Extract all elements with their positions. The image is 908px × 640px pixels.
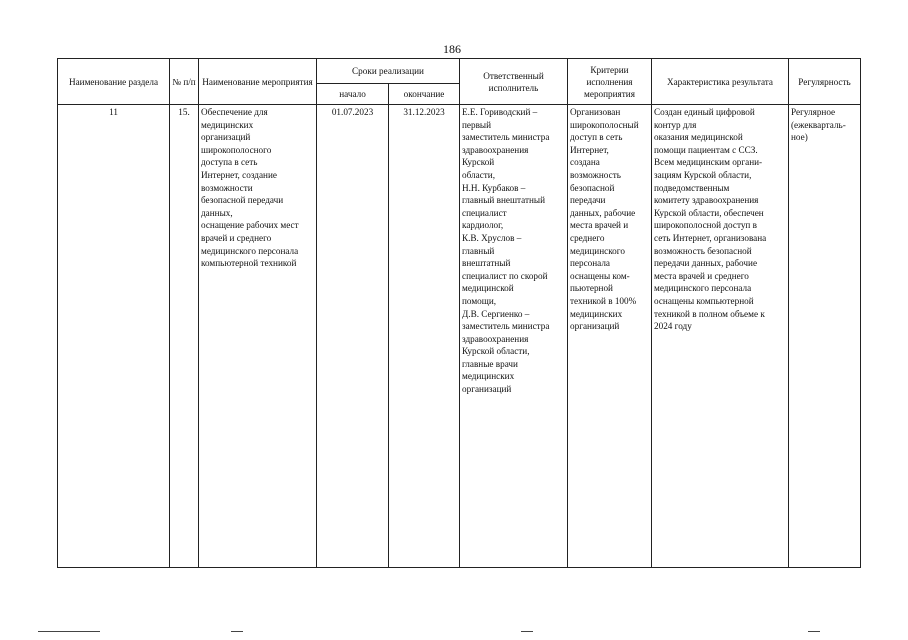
- cell-line: оснащены компьютерной: [654, 295, 754, 306]
- cell-line: доступ в сеть: [570, 132, 623, 143]
- cell-line: Регулярное: [791, 107, 836, 117]
- cell-line: Интернет, создание: [201, 169, 277, 180]
- cell-line: зациям Курской области,: [654, 169, 752, 180]
- cell-line: контур для: [654, 119, 697, 130]
- header-period-start: начало: [317, 84, 389, 105]
- cell-line: медицинского персонала: [654, 283, 752, 294]
- cell-line: ное): [791, 132, 808, 143]
- cell-line: Обеспечение для: [201, 107, 268, 117]
- cell-line: заместитель министра: [462, 321, 550, 332]
- header-period: Сроки реализации: [317, 59, 460, 84]
- cell-line: помощи пациентам с ССЗ.: [654, 144, 758, 155]
- cell-line: области,: [462, 169, 496, 180]
- cell-line: кардиолог,: [462, 220, 504, 231]
- cell-line: главный внештатный: [462, 195, 546, 206]
- cell-line: 2024 году: [654, 321, 692, 332]
- cell-line: возможность безопасной: [654, 245, 752, 256]
- cell-line: передачи: [570, 195, 606, 206]
- cell-line: врачей и среднего: [201, 232, 272, 243]
- cell-line: сеть Интернет, организована: [654, 232, 767, 243]
- cell-line: безопасной: [570, 182, 615, 193]
- scan-edge-mark: [521, 631, 533, 632]
- header-criteria: Критерии исполнения мероприятия: [568, 59, 652, 105]
- cell-line: создана: [570, 157, 600, 168]
- cell-line: медицинской: [462, 283, 514, 294]
- cell-line: К.В. Хруслов –: [462, 232, 522, 243]
- measures-table: [57, 58, 861, 568]
- cell-line: возможность: [570, 169, 621, 180]
- cell-result: [652, 105, 789, 568]
- cell-line: организаций: [570, 321, 620, 332]
- cell-line: специалист по скорой: [462, 270, 548, 281]
- cell-line: среднего: [570, 232, 605, 243]
- cell-line: безопасной передачи: [201, 195, 284, 206]
- cell-section: 11: [58, 105, 170, 568]
- header-section: Наименование раздела: [58, 59, 170, 105]
- header-regularity: Регулярность: [789, 59, 861, 105]
- cell-line: оснащение рабочих мест: [201, 220, 299, 231]
- cell-event: [199, 105, 317, 568]
- cell-line: Н.Н. Курбаков –: [462, 182, 526, 193]
- header-result: Характеристика результата: [652, 59, 789, 105]
- scan-edge-mark: [808, 631, 820, 632]
- cell-line: специалист: [462, 207, 507, 218]
- cell-line: главные врачи: [462, 358, 518, 369]
- cell-line: Интернет,: [570, 144, 609, 155]
- cell-line: Организован: [570, 107, 621, 117]
- cell-line: медицинских: [462, 371, 515, 382]
- cell-regularity: [789, 105, 861, 568]
- header-responsible: Ответственный исполнитель: [460, 59, 568, 105]
- cell-line: главный: [462, 245, 495, 256]
- cell-line: техникой в 100%: [570, 295, 637, 306]
- cell-line: Курской области,: [462, 346, 530, 357]
- cell-line: Курской: [462, 157, 495, 168]
- cell-line: здравоохранения: [462, 333, 529, 344]
- cell-line: комитету здравоохранения: [654, 195, 759, 206]
- cell-line: широкополосной доступ в: [654, 220, 757, 231]
- cell-line: передачи данных, рабочие: [654, 258, 758, 269]
- cell-line: медицинского: [570, 245, 625, 256]
- cell-line: оснащены ком-: [570, 270, 630, 281]
- cell-line: медицинского персонала: [201, 245, 299, 256]
- cell-line: места врачей и среднего: [654, 270, 749, 281]
- cell-line: данных,: [201, 207, 233, 218]
- cell-line: пьютерной: [570, 283, 613, 294]
- header-event: Наименование мероприятия: [199, 59, 317, 105]
- cell-line: заместитель министра: [462, 132, 550, 143]
- cell-line: здравоохранения: [462, 144, 529, 155]
- cell-responsible: [460, 105, 568, 568]
- cell-line: организаций: [201, 132, 251, 143]
- table-row: [58, 105, 861, 568]
- cell-line: Создан единый цифровой: [654, 107, 755, 117]
- cell-line: медицинских: [570, 308, 623, 319]
- cell-line: организаций: [462, 384, 512, 395]
- cell-line: Е.Е. Гориводский –: [462, 107, 538, 117]
- header-period-end: окончание: [389, 84, 460, 105]
- cell-line: данных, рабочие: [570, 207, 636, 218]
- cell-line: (ежекварталь-: [791, 119, 846, 130]
- cell-line: Курской области, обеспечен: [654, 207, 764, 218]
- cell-line: медицинских: [201, 119, 254, 130]
- header-row: [58, 59, 861, 84]
- scan-edge-mark: [231, 631, 243, 632]
- cell-line: внештатный: [462, 258, 511, 269]
- cell-line: возможности: [201, 182, 253, 193]
- cell-line: помощи,: [462, 295, 497, 306]
- cell-line: Всем медицинским органи-: [654, 157, 763, 168]
- cell-line: первый: [462, 119, 492, 130]
- cell-criteria: [568, 105, 652, 568]
- cell-start-date: 01.07.2023: [317, 105, 389, 568]
- cell-line: места врачей и: [570, 220, 629, 231]
- cell-end-date: 31.12.2023: [389, 105, 460, 568]
- cell-line: доступа в сеть: [201, 157, 258, 168]
- cell-line: техникой в полном объеме к: [654, 308, 765, 319]
- page-number: 186: [443, 42, 461, 56]
- cell-line: оказания медицинской: [654, 132, 743, 143]
- header-number: № п/п: [170, 59, 199, 105]
- cell-line: подведомственным: [654, 182, 730, 193]
- cell-line: широкополосный: [570, 119, 639, 130]
- cell-line: Д.В. Сергиенко –: [462, 308, 530, 319]
- cell-line: широкополосного: [201, 144, 272, 155]
- cell-line: персонала: [570, 258, 610, 269]
- cell-line: компьютерной техникой: [201, 258, 297, 269]
- scan-edge-mark: [38, 631, 100, 632]
- cell-number: 15.: [170, 105, 199, 568]
